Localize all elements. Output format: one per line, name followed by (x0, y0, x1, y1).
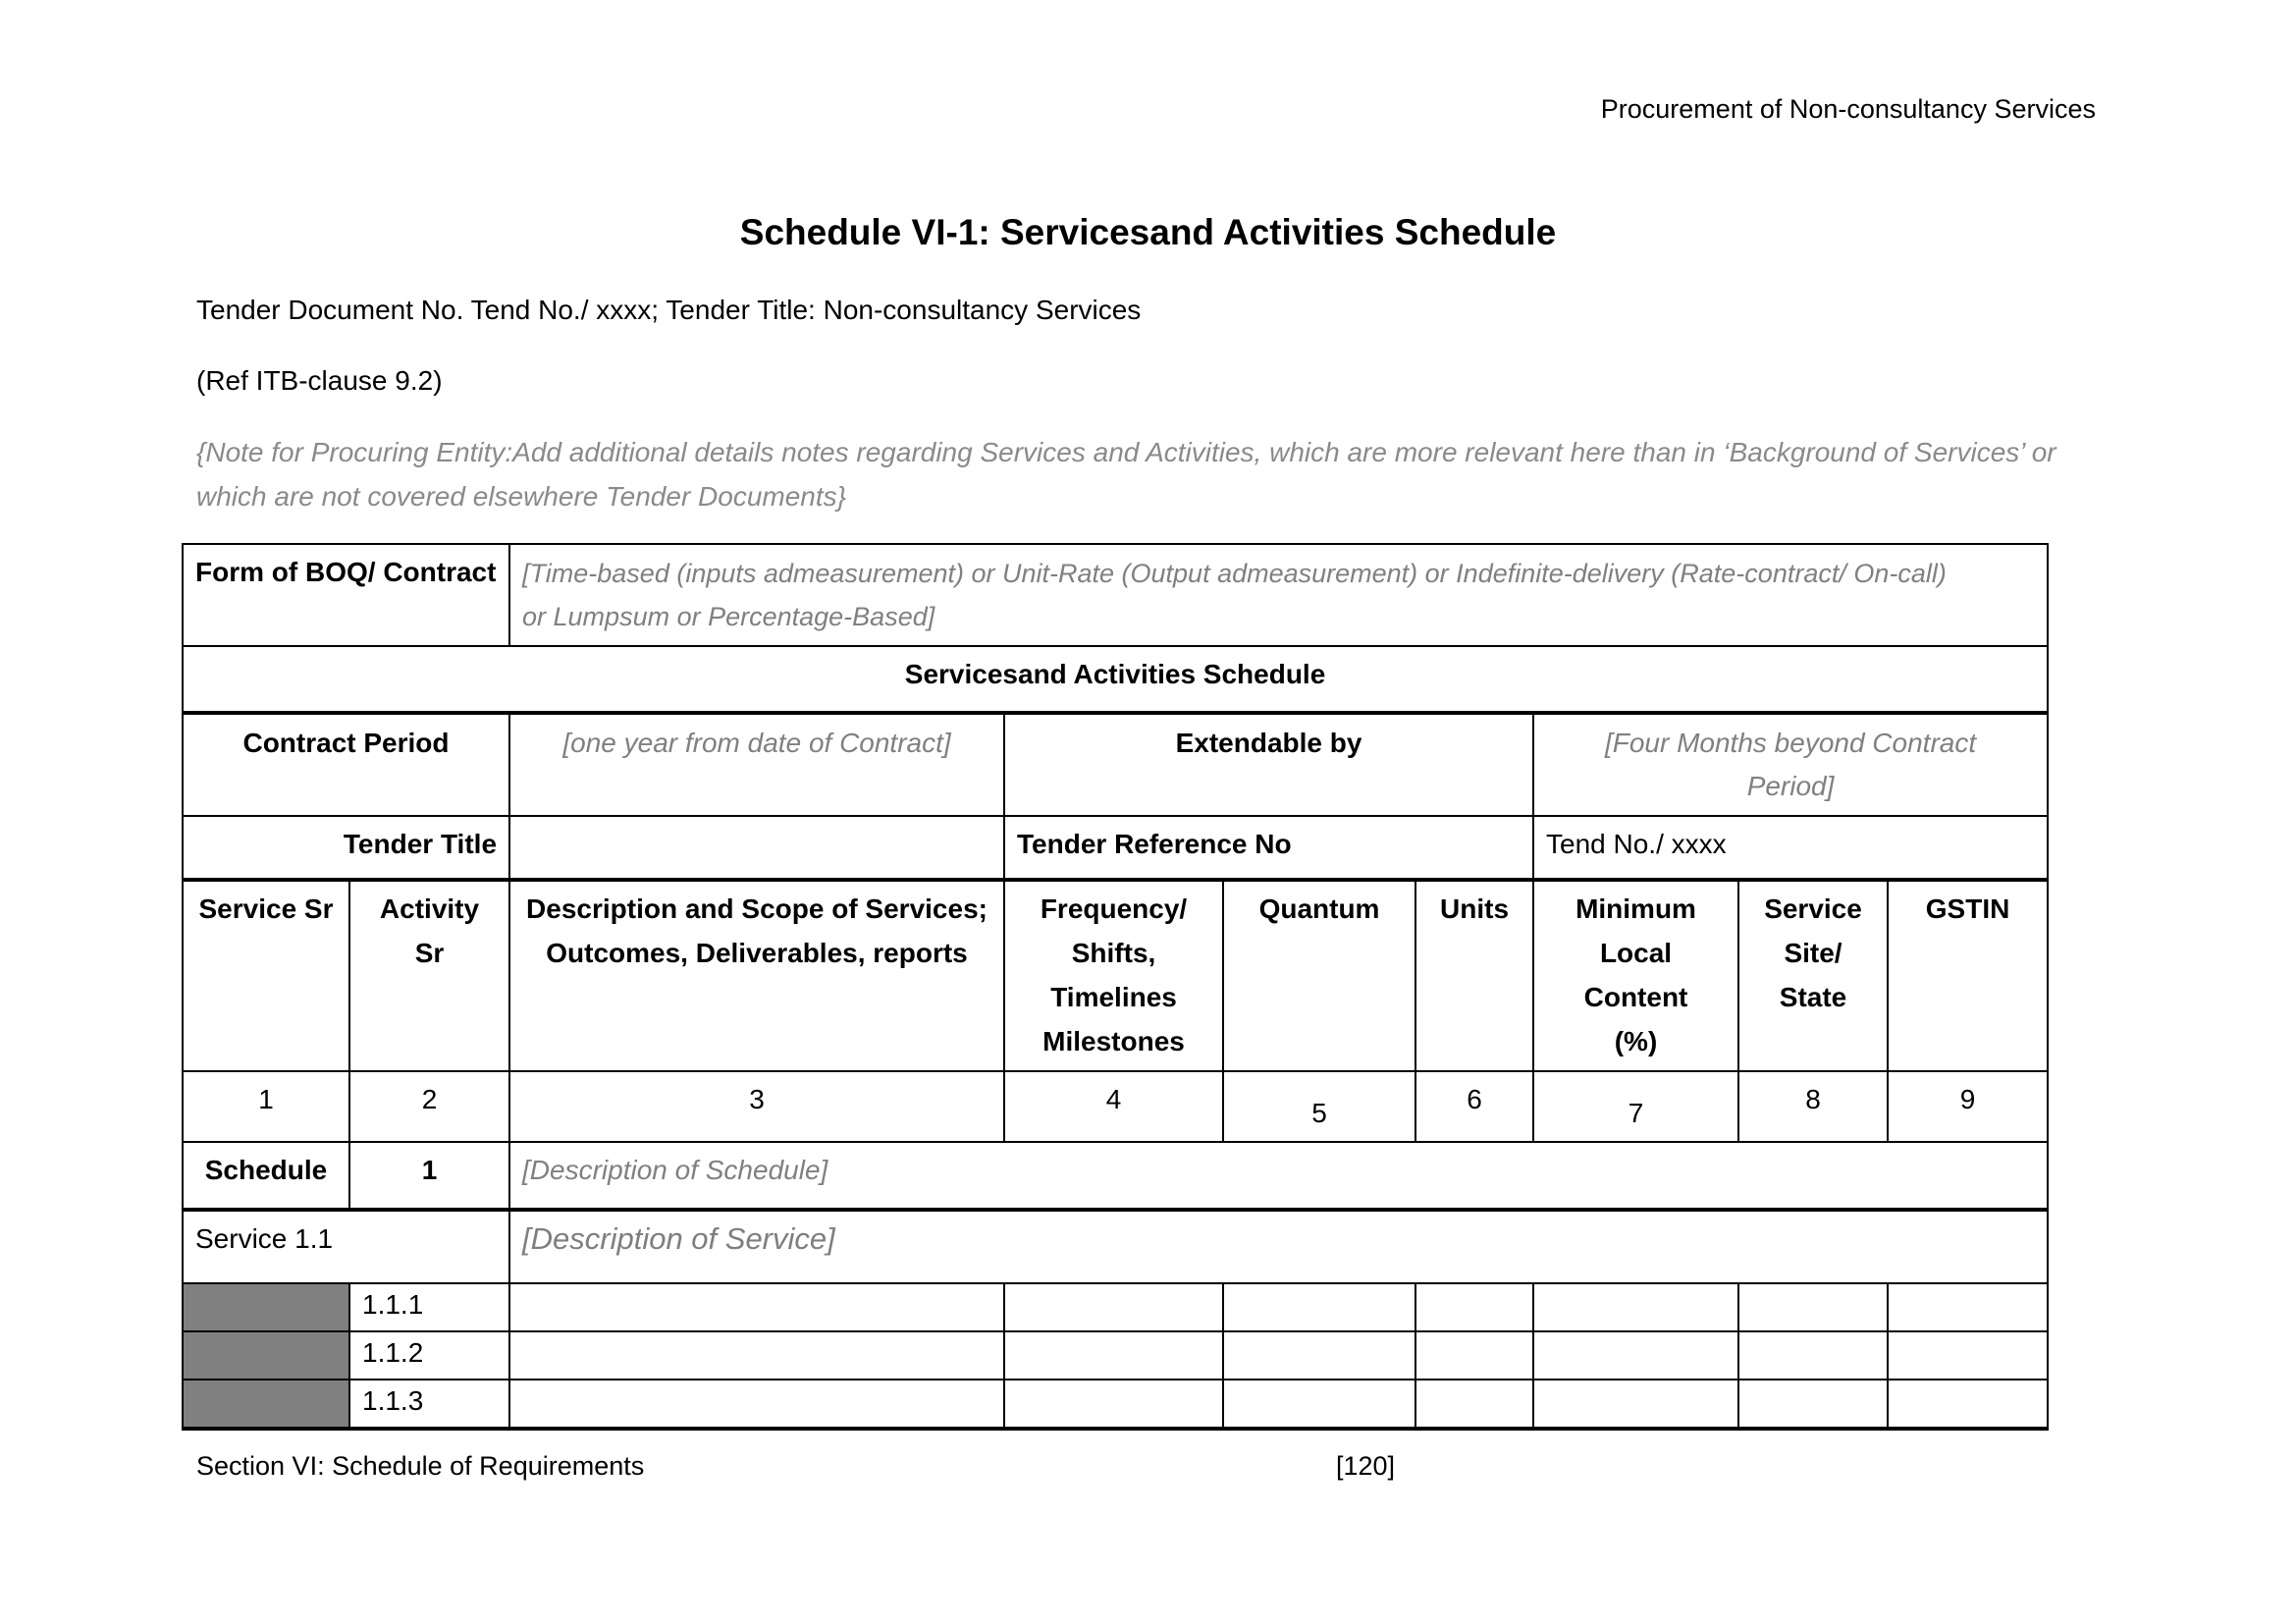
column-number-6: 6 (1415, 1071, 1533, 1142)
activity-shaded-cell (183, 1380, 349, 1429)
column-header-description: Description and Scope of Services; Outcomes, Deliverables, reports (509, 880, 1004, 1071)
column-header-service-sr: Service Sr (183, 880, 349, 1071)
empty-cell (1738, 1283, 1888, 1331)
extendable-by-label: Extendable by (1004, 713, 1533, 816)
empty-cell (1415, 1380, 1533, 1429)
activity-row-1 (183, 1283, 2048, 1331)
empty-cell (1888, 1331, 2048, 1380)
column-header-quantum: Quantum (1223, 880, 1415, 1071)
form-of-boq-label: Form of BOQ/ Contract (183, 544, 509, 646)
empty-cell (1223, 1283, 1415, 1331)
column-number-2: 2 (349, 1071, 509, 1142)
empty-cell (1533, 1283, 1738, 1331)
activity-shaded-cell (183, 1283, 349, 1331)
empty-cell (509, 1380, 1004, 1429)
empty-cell (509, 1283, 1004, 1331)
column-number-3: 3 (509, 1071, 1004, 1142)
activity-number: 1.1.3 (349, 1380, 509, 1429)
empty-cell (1223, 1380, 1415, 1429)
empty-cell (1004, 1331, 1223, 1380)
activity-row-3 (183, 1380, 2048, 1429)
running-header: Procurement of Non-consultancy Services (1600, 94, 2096, 124)
empty-cell (1004, 1380, 1223, 1429)
activity-number: 1.1.1 (349, 1283, 509, 1331)
table-section-title-row (183, 646, 2048, 713)
column-number-5: 5 (1223, 1071, 1415, 1142)
tender-title-label: Tender Title (183, 816, 509, 880)
column-header-activity-sr: Activity Sr (349, 880, 509, 1071)
empty-cell (1738, 1380, 1888, 1429)
empty-cell (1415, 1283, 1533, 1331)
empty-cell (1415, 1331, 1533, 1380)
tender-reference-label: Tender Reference No (1004, 816, 1533, 880)
column-number-1: 1 (183, 1071, 349, 1142)
column-number-8: 8 (1738, 1071, 1888, 1142)
empty-cell (1888, 1380, 2048, 1429)
column-header-units: Units (1415, 880, 1533, 1071)
form-of-boq-row (183, 544, 2048, 646)
column-header-frequency: Frequency/ Shifts, Timelines Milestones (1004, 880, 1223, 1071)
empty-cell (509, 1331, 1004, 1380)
service-row (183, 1210, 2048, 1283)
form-of-boq-value: [Time-based (inputs admeasurement) or Unit-Rate (Output admeasurement) or Indefinite-delivery (Rate-contract/ On-call) or Lumpsum or Percentage-Based] (509, 544, 2048, 646)
schedule-label: Schedule (183, 1142, 349, 1210)
tender-title-row (183, 816, 2048, 880)
activity-shaded-cell (183, 1331, 349, 1380)
empty-cell (1738, 1331, 1888, 1380)
column-number-row (183, 1071, 2048, 1142)
service-description-placeholder: [Description of Service] (509, 1210, 2048, 1283)
footer-page-number: [120] (1336, 1451, 1396, 1481)
tender-document-line: Tender Document No. Tend No./ xxxx; Tender Title: Non-consultancy Services (196, 295, 1142, 325)
service-label: Service 1.1 (183, 1210, 509, 1283)
page-title: Schedule VI-1: Servicesand Activities Schedule (739, 212, 1557, 252)
empty-cell (1888, 1283, 2048, 1331)
tender-title-value-empty-cell (509, 816, 1004, 880)
footer-section-title: Section VI: Schedule of Requirements (196, 1451, 645, 1481)
schedule-description-placeholder: [Description of Schedule] (509, 1142, 2048, 1210)
contract-period-row (183, 713, 2048, 816)
column-header-gstin: GSTIN (1888, 880, 2048, 1071)
table-section-title: Servicesand Activities Schedule (183, 646, 2048, 713)
empty-cell (1004, 1283, 1223, 1331)
schedule-row (183, 1142, 2048, 1210)
activity-row-2 (183, 1331, 2048, 1380)
procuring-entity-note: {Note for Procuring Entity:Add additional details notes regarding Services and Activities, which are more relevant here than in ‘Background of Services’ or which are not covered elsewhere Tender Documents} (196, 437, 2056, 512)
extendable-by-value: [Four Months beyond Contract Period] (1533, 713, 2048, 816)
schedule-number: 1 (349, 1142, 509, 1210)
empty-cell (1533, 1380, 1738, 1429)
contract-period-value: [one year from date of Contract] (509, 713, 1004, 816)
contract-period-label: Contract Period (183, 713, 509, 816)
itb-clause-reference: (Ref ITB-clause 9.2) (196, 365, 443, 396)
tender-reference-value: Tend No./ xxxx (1533, 816, 2048, 880)
column-number-4: 4 (1004, 1071, 1223, 1142)
empty-cell (1223, 1331, 1415, 1380)
column-header-service-site: Service Site/ State (1738, 880, 1888, 1071)
column-number-9: 9 (1888, 1071, 2048, 1142)
activity-number: 1.1.2 (349, 1331, 509, 1380)
services-activities-table (182, 543, 2049, 1431)
empty-cell (1533, 1331, 1738, 1380)
column-header-min-local-content: Minimum Local Content (%) (1533, 880, 1738, 1071)
column-header-row (183, 880, 2048, 1071)
column-number-7: 7 (1533, 1071, 1738, 1142)
